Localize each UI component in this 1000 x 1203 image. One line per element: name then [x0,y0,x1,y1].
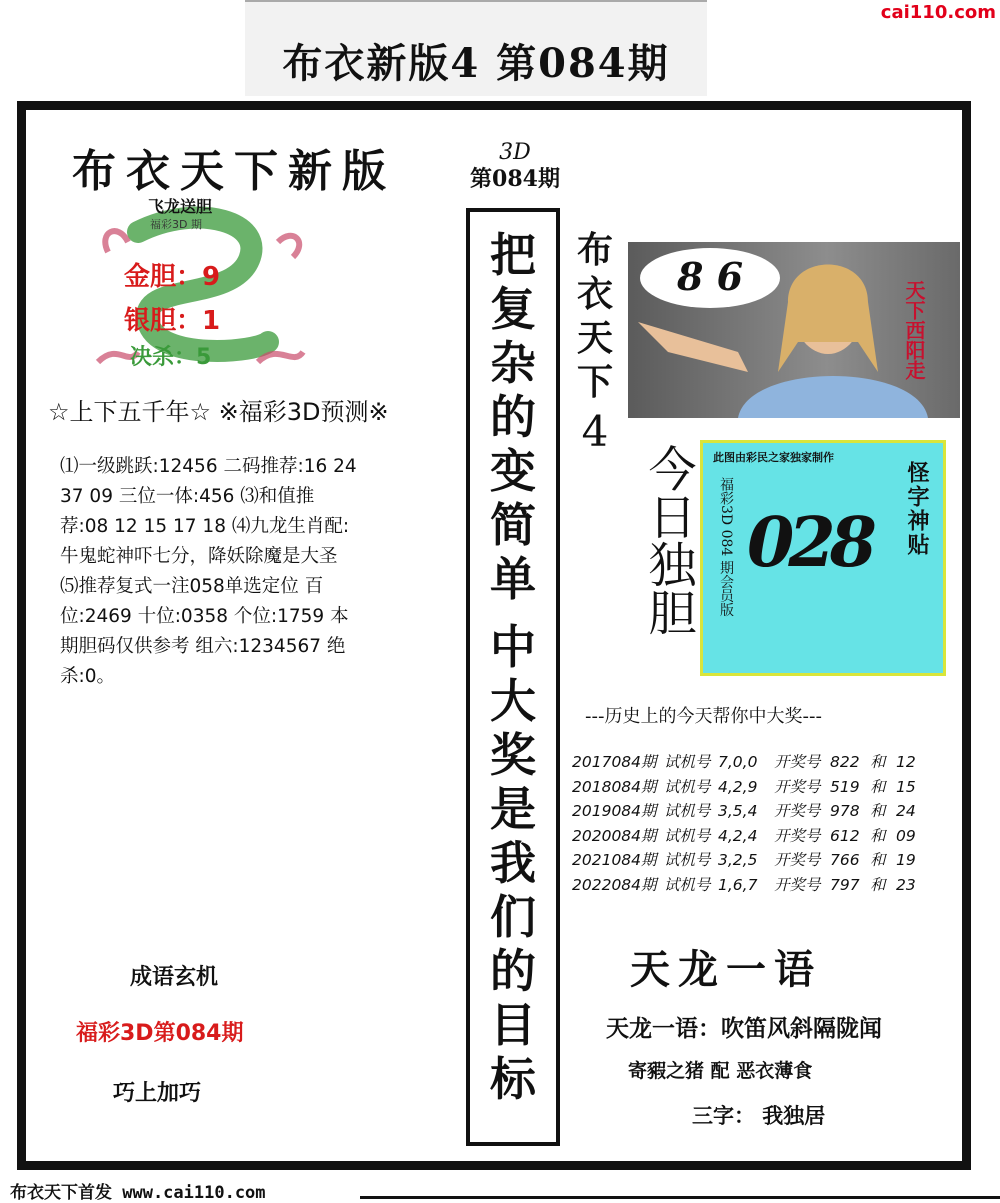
history-sum-label: 和 [870,826,886,845]
history-try-label: 试机号 [664,826,711,845]
history-row [572,848,920,873]
slogan-char: 的 [490,944,536,998]
slogan-char: 的 [490,390,536,444]
gold-dan: 金胆：9 [124,262,221,292]
cyan-panel-top: 此图由彩民之家独家制作 [713,451,834,464]
tianlong-line-1: 天龙一语：吹笛风斜隔陇闻 [606,1016,882,1042]
slogan-char: 们 [490,890,536,944]
history-try: 7,0,0 [718,753,758,771]
history-row [572,873,920,898]
history-sum-label: 和 [870,851,886,869]
dragon-sub-label: 福彩3D 期 [150,218,202,231]
history-sum: 19 [896,851,916,869]
thought-bubble: 8 6 [640,248,780,308]
history-try: 4,2,9 [718,777,758,796]
history-open-label: 开奖号 [774,875,821,894]
dragon-top-label: 飞龙送胆 [148,197,213,216]
history-list [572,750,920,897]
idiom-period: 福彩3D第084期 [76,1021,244,1046]
history-try: 4,2,4 [718,826,758,845]
slogan-char: 标 [490,1052,536,1106]
photo-side-text: 天下西阳走 [902,280,926,380]
history-try-label: 试机号 [664,802,711,820]
slogan-char: 大 [490,674,536,728]
middle-top-label [470,140,560,192]
history-period: 2020084期 [572,826,657,845]
history-open-label: 开奖号 [774,753,821,771]
history-open: 797 [830,875,860,894]
cyan-panel-left: 福彩3D 084 期会员版 [718,477,734,617]
slogan: ☆上下五千年☆ ※福彩3D预测※ [48,398,389,426]
slogan-char: 复 [490,282,536,336]
vertical-brand [565,228,625,454]
history-try: 1,6,7 [718,875,758,894]
history-try-label: 试机号 [664,851,711,869]
page-title: 布衣新版4 第084期 [282,40,670,87]
tianlong-heading: 天龙一语 [630,946,822,993]
vertical-brand-char: 布 [576,229,613,271]
history-heading: ---历史上的今天帮你中大奖--- [585,706,822,727]
history-period: 2019084期 [572,802,657,820]
vertical-brand-char: 下 [576,361,613,403]
slogan-char: 目 [490,998,536,1052]
silver-dan: 银胆：1 [124,306,221,336]
history-period: 2021084期 [572,851,657,869]
slogan-char: 我 [490,836,536,890]
idiom-heading: 成语玄机 [130,965,219,990]
history-sum: 12 [896,753,916,771]
history-try-label: 试机号 [664,777,711,796]
history-period: 2022084期 [572,875,657,894]
history-open: 766 [830,851,860,869]
slogan-column [470,228,556,1106]
slogan-char: 简 [490,498,536,552]
site-link[interactable]: cai110.com [880,2,996,23]
history-open-label: 开奖号 [774,826,821,845]
history-sum: 24 [896,802,916,820]
left-title: 布衣天下新版 [72,146,396,197]
slogan-char: 奖 [490,728,536,782]
vertical-brand-char: 衣 [576,273,613,315]
history-try: 3,2,5 [718,851,758,869]
history-open-label: 开奖号 [774,802,821,820]
cyan-panel-right: 怪字神贴 [904,461,930,557]
history-sum-label: 和 [870,777,886,796]
tianlong-line-3: 三字： 我独居 [692,1104,826,1128]
history-try-label: 试机号 [664,753,711,771]
middle-top-period: 第084期 [470,166,560,192]
history-row [572,750,920,775]
slogan-column-box [466,208,560,1146]
history-sum: 15 [896,777,916,796]
history-period: 2017084期 [572,753,657,771]
history-open-label: 开奖号 [774,851,821,869]
vertical-brand-number: 4 [581,407,609,456]
history-open: 978 [830,802,860,820]
history-row [572,775,920,800]
kill-number: 决杀：5 [130,345,212,370]
history-row [572,824,920,849]
dragon-panel [78,192,318,380]
slogan-char: 单 [490,552,536,606]
history-row [572,799,920,824]
history-try-label: 试机号 [664,875,711,894]
cyan-panel [700,440,946,676]
prediction-paragraph: ⑴一级跳跃:12456 二码推荐:16 24 37 09 三位一体:456 ⑶和值推荐:08 12 15 17 18 ⑷九龙生肖配:牛鬼蛇神吓七分，降妖除魔是大圣 ⑸推荐复式一注058单选定位 百位:2469 十位:0358 个位:1759 本期胆码仅供参考 组六:1234567 绝杀:0。 [60,456,357,687]
history-sum-label: 和 [870,875,886,894]
history-sum: 23 [896,875,916,894]
slogan-char: 把 [490,228,536,282]
history-period: 2018084期 [572,777,657,796]
idiom-answer: 巧上加巧 [113,1081,202,1106]
slogan-char: 变 [490,444,536,498]
history-sum: 09 [896,826,916,845]
middle-top-3d: 3D [499,140,531,165]
slogan-char: 杂 [490,336,536,390]
cyan-panel-number: 028 [747,503,871,583]
history-open: 519 [830,777,860,796]
history-try: 3,5,4 [718,802,758,820]
history-sum-label: 和 [870,753,886,771]
slogan-char: 是 [490,782,536,836]
history-sum-label: 和 [870,802,886,820]
slogan-char: 中 [490,620,536,674]
history-open: 822 [830,753,860,771]
history-open-label: 开奖号 [774,777,821,796]
header-banner [245,0,707,96]
today-single-dan: 今日独胆 [640,444,696,636]
tianlong-line-2: 寄豭之猪 配 恶衣薄食 [628,1060,813,1082]
history-open: 612 [830,826,860,845]
footer-text[interactable]: 布衣天下首发 www.cai110.com [10,1183,266,1203]
vertical-brand-char: 天 [576,317,613,359]
footer-divider [360,1196,1000,1199]
